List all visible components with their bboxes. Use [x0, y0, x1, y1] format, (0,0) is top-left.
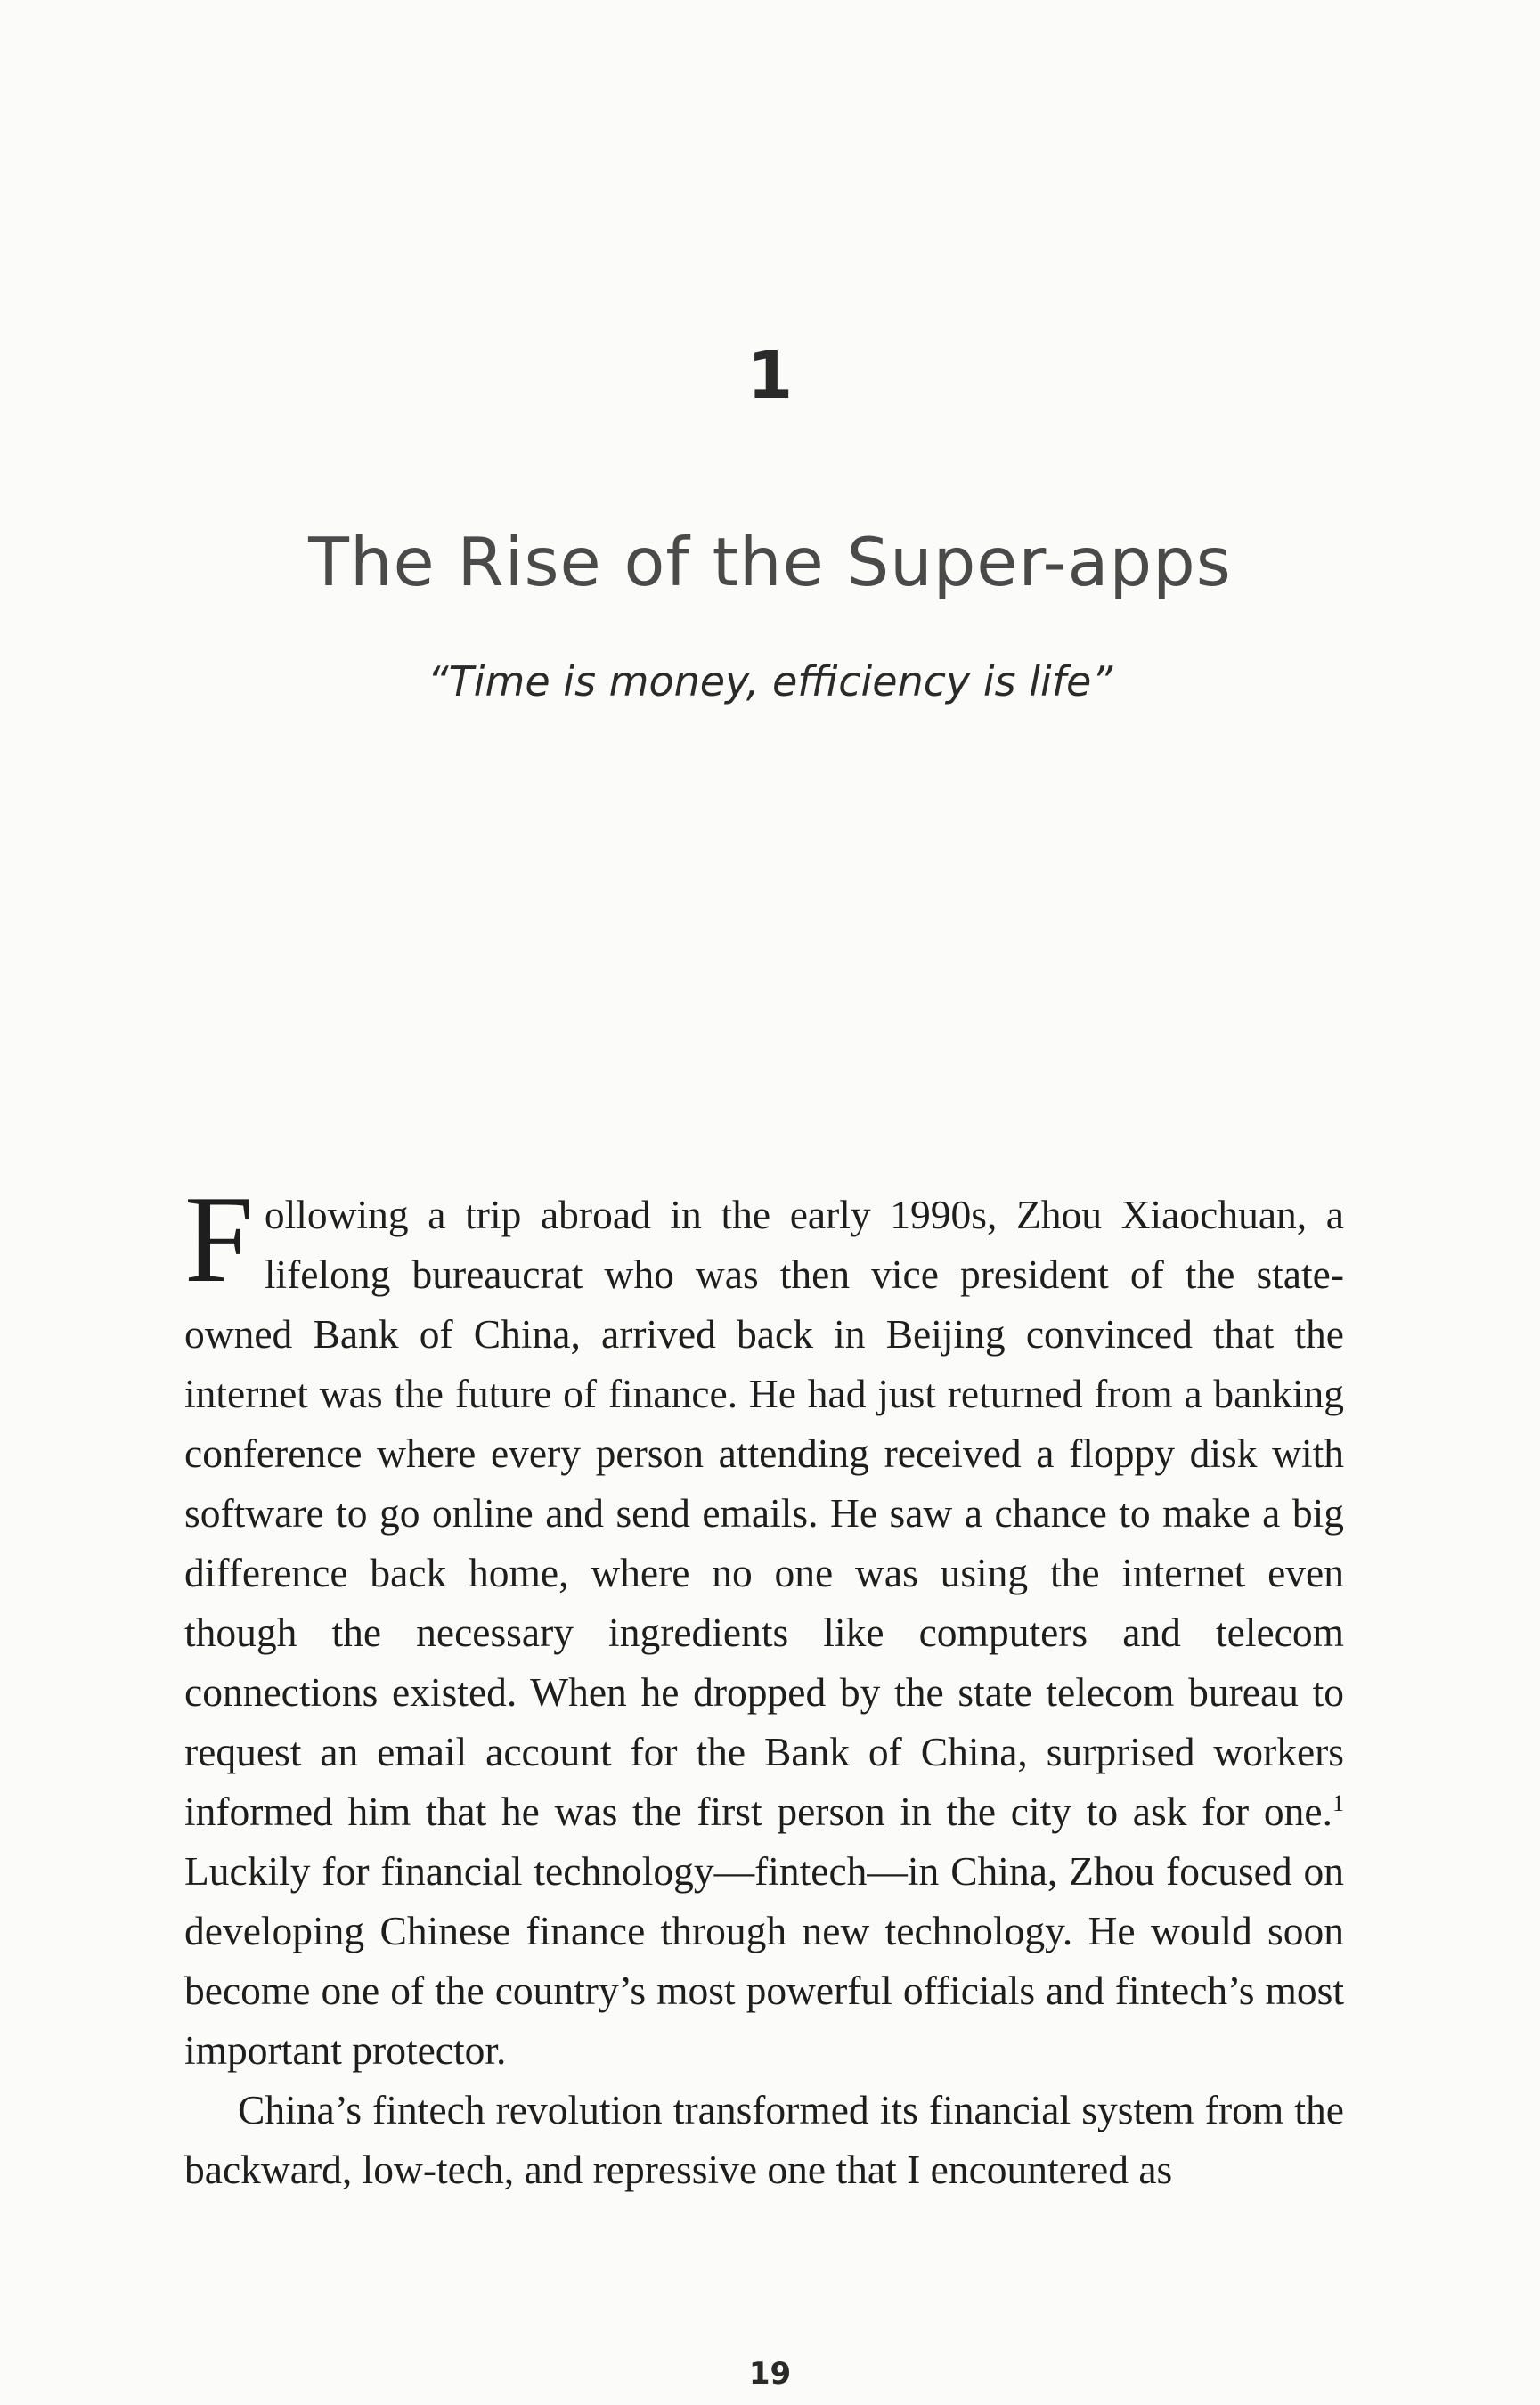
paragraph-1-text: ollowing a trip abroad in the early 1990s, Zhou Xiaochuan, a lifelong bureaucrat who was then vice president of the state-owned Bank of China, arrived back in Beijing convinced that the internet was the future of finance. He had just returned from a banking conference where every person attending received a floppy disk with software to go online and send emails. He saw a chance to make a big difference back home, where no one was using the internet even though the necessary ingredients like computers and telecom connections existed. When he dropped by the state telecom bureau to request an email account for the Bank of China, surprised workers informed him that he was the first person in the city to ask for one. [184, 1192, 1344, 1834]
paragraph-2: China’s fintech revolution transformed its financial system from the backward, low-tech, and repressive one that I encountered as [184, 2087, 1344, 2192]
chapter-title: The Rise of the Super-apps [308, 523, 1232, 601]
drop-cap: F [184, 1170, 254, 1308]
chapter-epigraph: “Time is money, efficiency is life” [427, 657, 1113, 705]
chapter-number: 1 [746, 338, 794, 414]
footnote-marker: 1 [1332, 1789, 1344, 1816]
body-text [184, 1170, 1344, 2199]
paragraph-1-text-continued: Luckily for financial technology—fintech—in China, Zhou focused on developing Chinese finance through new technology. He would soon become one of the country’s most powerful officials and fintech’s most important protector. [184, 1848, 1344, 2073]
page-number: 19 [748, 2356, 792, 2392]
paragraph-1 [184, 1170, 1344, 2080]
